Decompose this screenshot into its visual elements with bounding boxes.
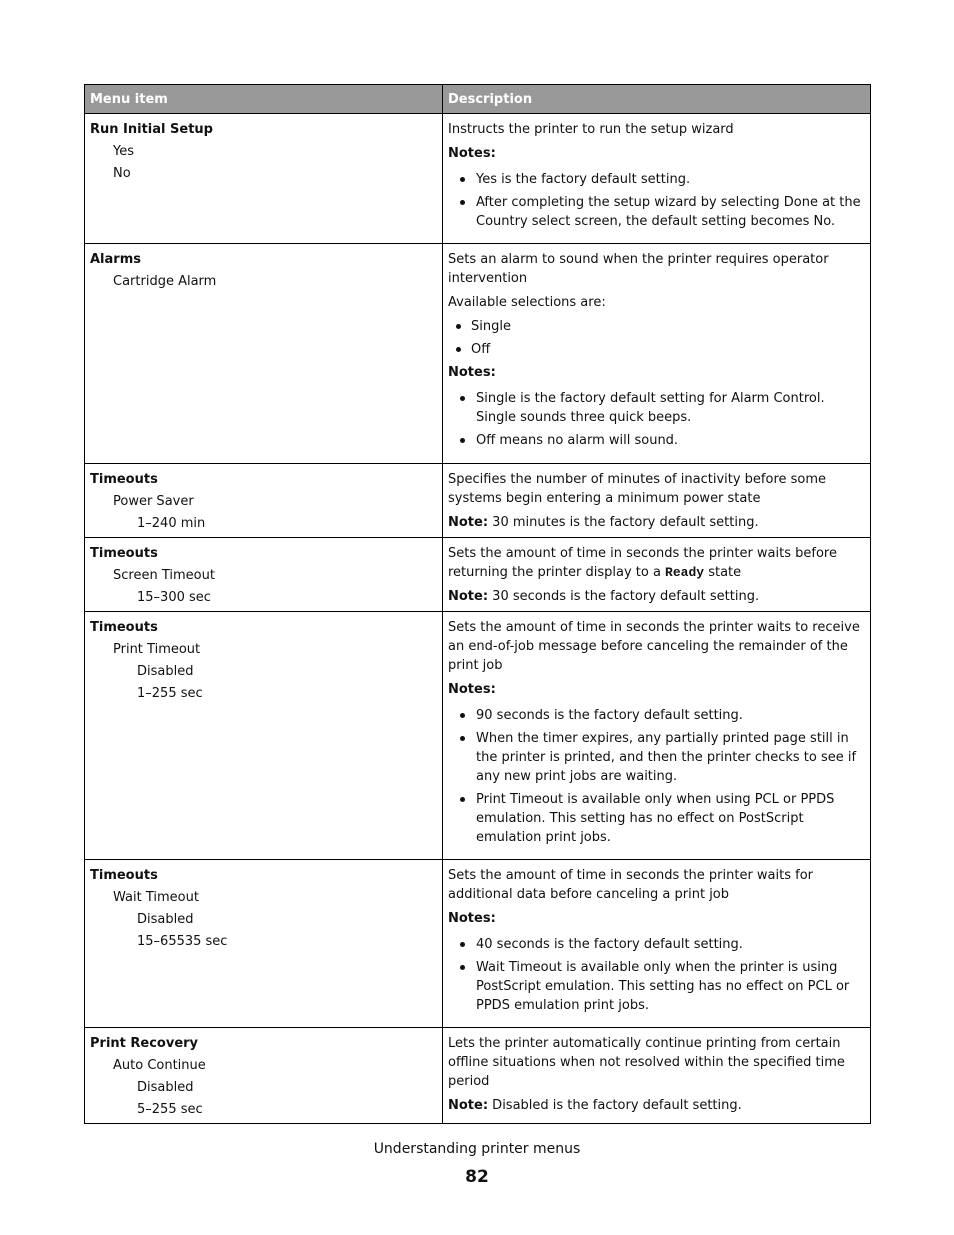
list-item: When the timer expires, any partially printed page still in the printer is printed, and then the printer checks to see if any new print jobs are waiting. xyxy=(448,729,866,786)
note xyxy=(448,513,866,532)
table-row xyxy=(85,1028,871,1124)
menu-value: 15–65535 sec xyxy=(137,934,228,949)
table-row xyxy=(85,860,871,1028)
menu-item-cell xyxy=(85,244,443,464)
menu-item-title: Timeouts xyxy=(90,472,158,487)
menu-item-cell xyxy=(85,464,443,538)
list-item: Yes is the factory default setting. xyxy=(448,170,866,189)
menu-item-title: Alarms xyxy=(90,252,141,267)
description-cell xyxy=(443,114,871,244)
list-item: Single xyxy=(448,317,866,336)
notes-list xyxy=(448,706,866,847)
description-text: Specifies the number of minutes of inactivity before some systems begin entering a minimum power state xyxy=(448,472,827,506)
menu-item-cell xyxy=(85,612,443,860)
description-text: Instructs the printer to run the setup wizard xyxy=(448,122,734,137)
description-text-part: state xyxy=(704,565,742,580)
notes-label: Notes: xyxy=(448,365,496,380)
list-item: Wait Timeout is available only when the printer is using PostScript emulation. This setting has no effect on PCL or PPDS emulation print jobs. xyxy=(448,958,866,1015)
note xyxy=(448,587,866,606)
list-item: Off means no alarm will sound. xyxy=(448,431,866,450)
description-cell xyxy=(443,464,871,538)
list-item: Off xyxy=(448,340,866,359)
description-text: Sets an alarm to sound when the printer requires operator intervention xyxy=(448,252,829,286)
description-text: Lets the printer automatically continue printing from certain offline situations when not resolved within the specified time period xyxy=(448,1036,845,1089)
description-cell xyxy=(443,612,871,860)
description-text xyxy=(448,544,866,582)
note-text: 30 seconds is the factory default setting. xyxy=(488,589,760,604)
menu-item-cell xyxy=(85,860,443,1028)
menu-option: Yes xyxy=(113,144,134,159)
note-label: Note: xyxy=(448,1098,489,1113)
notes-label: Notes: xyxy=(448,911,496,926)
note-label: Note: xyxy=(448,589,489,604)
description-cell xyxy=(443,1028,871,1124)
menu-item-title: Timeouts xyxy=(90,620,158,635)
menu-value: 15–300 sec xyxy=(137,590,211,605)
menu-item-title: Print Recovery xyxy=(90,1036,199,1051)
menu-option: Power Saver xyxy=(113,494,194,509)
notes-list xyxy=(448,389,866,450)
header-menu-item: Menu item xyxy=(85,85,443,114)
list-item: 40 seconds is the factory default setting. xyxy=(448,935,866,954)
description-cell xyxy=(443,538,871,612)
notes-label: Notes: xyxy=(448,146,496,161)
description-text-part: Sets the amount of time in seconds the printer waits before returning the printer display to a xyxy=(448,546,837,580)
menu-value: Disabled xyxy=(137,912,194,927)
menu-option: Cartridge Alarm xyxy=(113,274,217,289)
page-number: 82 xyxy=(465,1167,489,1187)
table-header-row xyxy=(85,85,871,114)
notes-list xyxy=(448,170,866,231)
note xyxy=(448,1096,866,1115)
table-row xyxy=(85,464,871,538)
menu-item-cell xyxy=(85,538,443,612)
menu-table xyxy=(84,84,871,1124)
description-text: Sets the amount of time in seconds the printer waits for additional data before canceling a print job xyxy=(448,868,814,902)
note-text: Disabled is the factory default setting. xyxy=(488,1098,742,1113)
list-item: Single is the factory default setting for Alarm Control. Single sounds three quick beeps. xyxy=(448,389,866,427)
header-description: Description xyxy=(443,85,871,114)
list-item: 90 seconds is the factory default setting. xyxy=(448,706,866,725)
selections-list xyxy=(448,317,866,359)
description-cell xyxy=(443,860,871,1028)
available-selections-label: Available selections are: xyxy=(448,295,606,310)
note-text: 30 minutes is the factory default setting. xyxy=(488,515,759,530)
table-row xyxy=(85,612,871,860)
menu-item-title: Run Initial Setup xyxy=(90,122,213,137)
description-cell xyxy=(443,244,871,464)
menu-item-title: Timeouts xyxy=(90,868,158,883)
table-row xyxy=(85,114,871,244)
notes-list xyxy=(448,935,866,1015)
description-text: Sets the amount of time in seconds the printer waits to receive an end-of-job message before canceling the remainder of the print job xyxy=(448,620,860,673)
menu-option: Wait Timeout xyxy=(113,890,199,905)
footer-section-title: Understanding printer menus xyxy=(373,1141,581,1157)
ready-code: Ready xyxy=(665,565,705,580)
list-item: After completing the setup wizard by selecting Done at the Country select screen, the default setting becomes No. xyxy=(448,193,866,231)
table-row xyxy=(85,244,871,464)
menu-value: Disabled xyxy=(137,664,194,679)
list-item: Print Timeout is available only when using PCL or PPDS emulation. This setting has no effect on PostScript emulation print jobs. xyxy=(448,790,866,847)
menu-option: Auto Continue xyxy=(113,1058,206,1073)
menu-item-cell xyxy=(85,114,443,244)
menu-value: 1–240 min xyxy=(137,516,206,531)
notes-label: Notes: xyxy=(448,682,496,697)
menu-value: 5–255 sec xyxy=(137,1102,203,1117)
menu-value: 1–255 sec xyxy=(137,686,203,701)
menu-option: Screen Timeout xyxy=(113,568,215,583)
menu-option: Print Timeout xyxy=(113,642,201,657)
menu-item-title: Timeouts xyxy=(90,546,158,561)
table-row xyxy=(85,538,871,612)
menu-item-cell xyxy=(85,1028,443,1124)
menu-value: Disabled xyxy=(137,1080,194,1095)
menu-option: No xyxy=(113,166,131,181)
note-label: Note: xyxy=(448,515,489,530)
